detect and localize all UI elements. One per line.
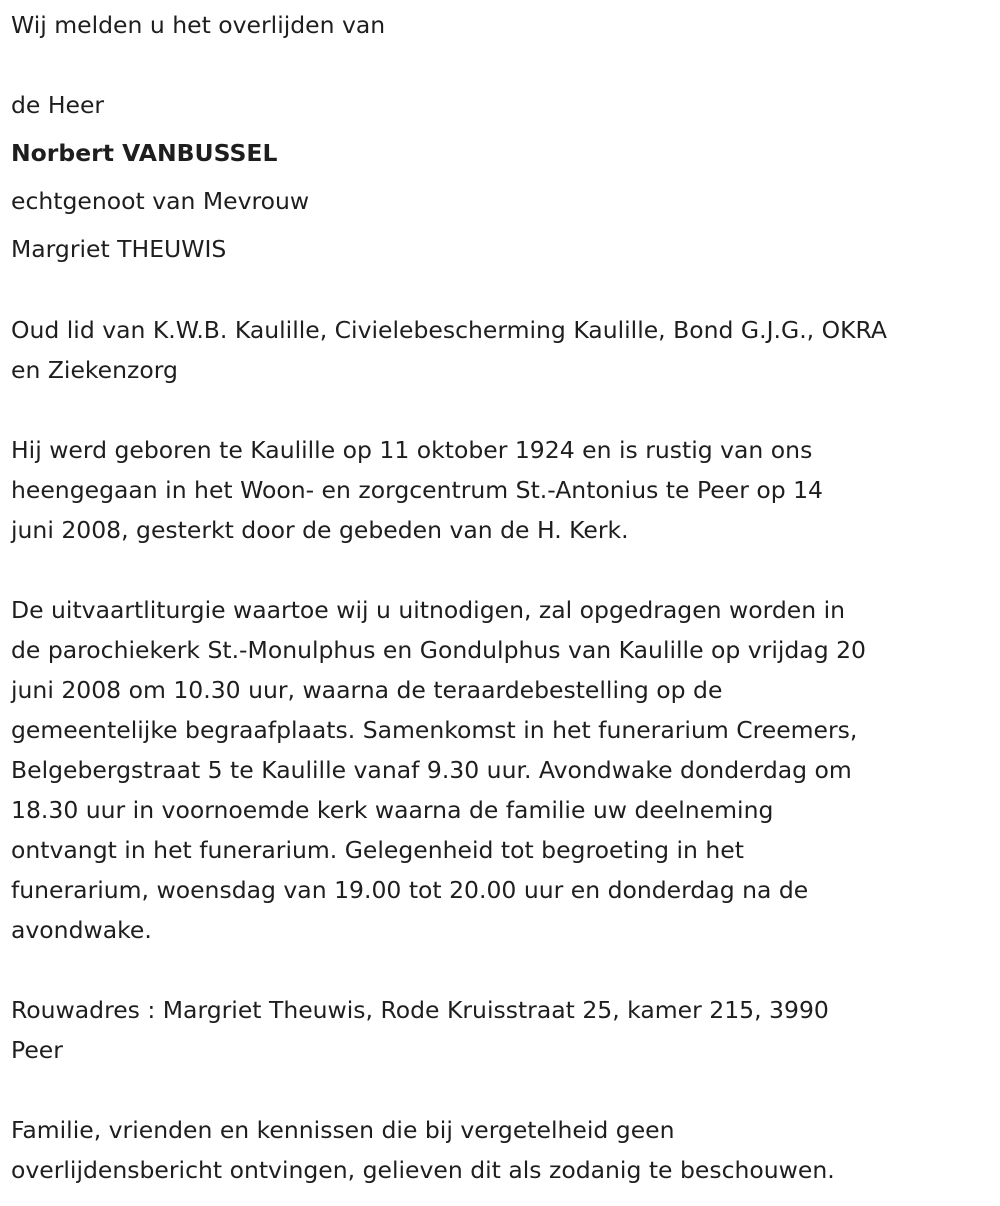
paragraph-line: De uitvaartliturgie waartoe wij u uitnodigen, zal opgedragen worden in xyxy=(11,596,846,624)
paragraph-line: en Ziekenzorg xyxy=(11,356,178,384)
paragraph-line: de parochiekerk St.-Monulphus en Gondulphus van Kaulille op vrijdag 20 xyxy=(11,636,866,664)
paragraph-line: overlijdensbericht ontvingen, gelieven dit als zodanig te beschouwen. xyxy=(11,1156,835,1184)
spouse-label: echtgenoot van Mevrouw xyxy=(11,187,310,215)
paragraph-line: ontvangt in het funerarium. Gelegenheid tot begroeting in het xyxy=(11,836,744,864)
paragraph-line: Oud lid van K.W.B. Kaulille, Civielebescherming Kaulille, Bond G.J.G., OKRA xyxy=(11,316,887,344)
paragraph-line: Belgebergstraat 5 te Kaulille vanaf 9.30 uur. Avondwake donderdag om xyxy=(11,756,852,784)
paragraph-line: avondwake. xyxy=(11,916,152,944)
paragraph-line: juni 2008 om 10.30 uur, waarna de teraardebestelling op de xyxy=(11,676,723,704)
paragraph-line: funerarium, woensdag van 19.00 tot 20.00 uur en donderdag na de xyxy=(11,876,809,904)
paragraph-line: heengegaan in het Woon- en zorgcentrum St.-Antonius te Peer op 14 xyxy=(11,476,824,504)
paragraph-line: Rouwadres : Margriet Theuwis, Rode Kruisstraat 25, kamer 215, 3990 xyxy=(11,996,829,1024)
spouse-name: Margriet THEUWIS xyxy=(11,235,227,263)
paragraph-line: 18.30 uur in voornoemde kerk waarna de familie uw deelneming xyxy=(11,796,774,824)
deceased-name: Norbert VANBUSSEL xyxy=(11,139,278,167)
paragraph-line: juni 2008, gesterkt door de gebeden van de H. Kerk. xyxy=(11,516,629,544)
paragraph-line: Hij werd geboren te Kaulille op 11 oktober 1924 en is rustig van ons xyxy=(11,436,813,464)
title-text: de Heer xyxy=(11,91,105,119)
paragraph-line: Peer xyxy=(11,1036,63,1064)
paragraph-line: Familie, vrienden en kennissen die bij vergetelheid geen xyxy=(11,1116,675,1144)
paragraph-line: gemeentelijke begraafplaats. Samenkomst in het funerarium Creemers, xyxy=(11,716,858,744)
intro-text: Wij melden u het overlijden van xyxy=(11,11,386,39)
